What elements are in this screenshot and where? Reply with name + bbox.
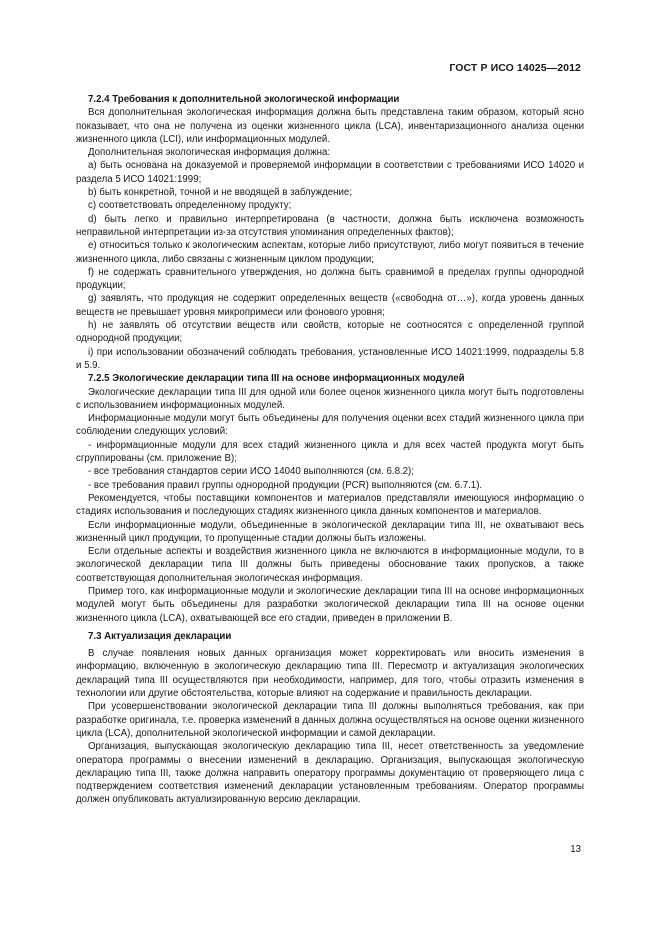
dash-list-item: - все требования правил группы однородной продукции (PCR) выполняются (см. 6.7.1).	[88, 479, 483, 491]
page-number: 13	[570, 844, 581, 855]
section-heading-7-2-5: 7.2.5 Экологические декларации типа III на основе информационных модулей	[88, 373, 465, 385]
section-heading-7-3: 7.3 Актуализация декларации	[88, 630, 232, 642]
list-item-f: f) не содержать сравнительного утверждения, но должна быть сравнимой в пределах группы однородной продукции;	[76, 266, 584, 292]
list-item-c: c) соответствовать определенному продукту;	[88, 200, 292, 212]
dash-list-item: - информационные модули для всех стадий жизненного цикла и для всех частей продукта могут быть сгруппированы (см. приложение В);	[76, 439, 584, 465]
document-standard-header: ГОСТ Р ИСО 14025—2012	[449, 62, 581, 74]
paragraph: Дополнительная экологическая информация должна:	[88, 147, 331, 159]
paragraph: При усовершенствовании экологической декларации типа III должны выполняться требования, как при разработке оригинала, т.е. проверка изменений в данных должна осуществляться на основе оценки жизненного цикла (LCA), дополнительной экологической информации и самой декларации.	[76, 701, 584, 739]
list-item-h: h) не заявлять об отсутствии веществ или свойств, которые не соотносятся с определенной группой однородной продукции;	[76, 320, 584, 345]
list-item-e: e) относиться только к экологическим аспектам, которые либо присутствуют, либо могут появиться в течение жизненного цикла, либо связаны с жизненным циклом продукции;	[76, 240, 584, 265]
paragraph: Если информационные модули, объединенные в экологической декларации типа III, не охватывают весь жизненный цикл продукции, то пропущенные стадии должны быть изложены.	[76, 519, 584, 544]
dash-list-item: - все требования стандартов серии ИСО 14040 выполняются (см. 6.8.2);	[88, 466, 414, 478]
paragraph: Если отдельные аспекты и воздействия жизненного цикла не включаются в информационные модули, то в экологической декларации типа III должны быть приведены обоснование таких пропусков, а также соответствующая дополнительная экологическая информация.	[76, 546, 584, 584]
list-item-g: g) заявлять, что продукция не содержит определенных веществ («свободна от…»), когда уровень данных веществ не превышает уровня микропримеси или фонового уровня;	[76, 293, 584, 318]
page-content	[76, 93, 584, 807]
paragraph: Организация, выпускающая экологическую декларацию типа III, несет ответственность за уведомление оператора программы о внесении изменений в декларацию. Организация, выпускающая экологическую декларацию типа III, также должна направить оператору программы документацию от проверяющего лица с подтверждением соответствия изменений декларации установленным требованиям. Оператор программы должен опубликовать актуализированную версию декларации.	[76, 741, 584, 806]
list-item-b: b) быть конкретной, точной и не вводящей в заблуждение;	[88, 187, 353, 199]
paragraph: В случае появления новых данных организация может корректировать или вносить изменения в информацию, включенную в экологическую декларацию типа III. Пересмотр и актуализация экологических деклараций типа III осуществляются при необходимости, например, для того, чтобы отразить изменения в технологии или другие обстоятельства, которые влияют на содержание и правильность декларации.	[76, 648, 584, 700]
paragraph: Информационные модули могут быть объединены для получения оценки всех стадий жизненного цикла при соблюдении следующих условий:	[76, 413, 584, 438]
list-item-a: а) быть основана на доказуемой и проверяемой информации в соответствии с требованиями ИСО 14020 и раздела 5 ИСО 14021:1999;	[76, 160, 584, 185]
paragraph: Пример того, как информационные модули и экологические декларации типа III на основе информационных модулей могут быть объединены для разработки экологической декларации типа III на основе оценки жизненного цикла (LCA), охватывающей все его стадии, приведен в приложении В.	[76, 585, 584, 624]
list-item-i: i) при использовании обозначений соблюдать требования, установленные ИСО 14021:1999, подразделы 5.8 и 5.9.	[76, 346, 584, 371]
section-heading-7-2-4: 7.2.4 Требования к дополнительной экологической информации	[88, 94, 400, 105]
paragraph: Вся дополнительная экологическая информация должна быть представлена таким образом, который ясно показывает, что она не получена из оценки жизненного цикла (LCA), инвентаризационного анализа оценки жизненного цикла (LCI), или информационных модулей.	[76, 107, 584, 145]
list-item-d: d) быть легко и правильно интерпретирована (в частности, должна быть исключена возможность неправильной интерпретации из-за отсутствия упоминания определенных фактов);	[76, 213, 584, 238]
paragraph: Экологические декларации типа III для одной или более оценок жизненного цикла могут быть подготовлены с использованием информационных модулей.	[76, 386, 584, 411]
paragraph: Рекомендуется, чтобы поставщики компонентов и материалов представляли имеющуюся информацию о стадиях использования и последующих стадиях жизненного цикла данных компонентов и материалов.	[76, 492, 584, 518]
